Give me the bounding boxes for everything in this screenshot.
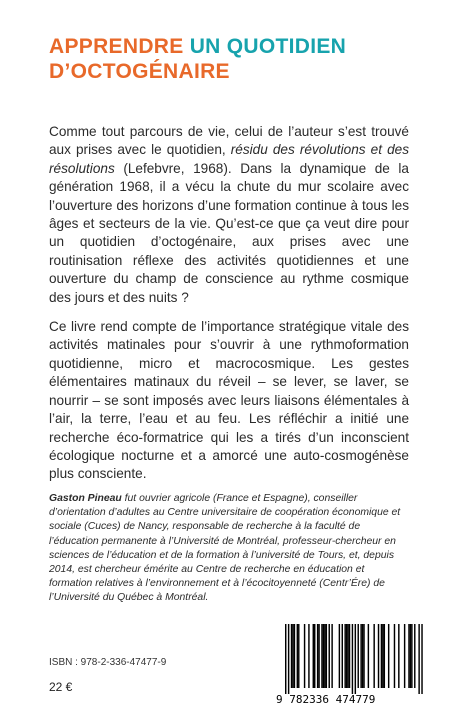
barcode-bar	[321, 624, 322, 688]
barcode-bar	[394, 624, 395, 688]
barcode-bar	[368, 624, 369, 688]
barcode-bar	[410, 624, 411, 688]
barcode-bar	[363, 624, 364, 688]
barcode-digits: 9 782336 474779	[276, 693, 376, 706]
barcode-bar	[388, 624, 389, 688]
barcode-bar	[398, 624, 399, 688]
barcode-bar	[408, 624, 409, 688]
barcode-bar	[304, 624, 305, 688]
paragraph-1-text-a: Comme tout parcours de vie, celui de l’auteur s’est trouvé aux prises avec le quotidien,	[49, 124, 409, 158]
barcode-bar	[378, 624, 379, 688]
barcode-graphic	[273, 622, 430, 708]
paragraph-1-text-c: (Lefebvre, 1968). Dans la dynamique de la génération 1968, il a vécu la chute du mur scolaire avec l’ouverture des horizons d’une formation continue à tous les âges et secteurs de la vie. Qu’est-ce que ça veut dire pour un quotidien d’octogénaire, aux prises avec une routinisation réflexe des activités quotidiennes et une ouverture du champ de conscience au rythme cosmique des jours et des nuits ?	[49, 160, 409, 305]
barcode-bar	[288, 624, 289, 694]
barcode-bar	[292, 624, 293, 688]
paragraph-1-quote: résidu des révolutions et des résolutions	[49, 142, 409, 176]
barcode-bar	[344, 624, 345, 688]
barcode-bar	[347, 624, 348, 688]
isbn: ISBN : 978-2-336-47477-9	[49, 657, 167, 668]
barcode-bar	[352, 624, 353, 694]
barcode-bar	[314, 624, 315, 688]
book-title	[49, 34, 429, 84]
barcode-bar	[384, 624, 385, 688]
barcode-bar	[342, 624, 343, 688]
price: 22 €	[49, 680, 73, 694]
barcode-bar	[291, 624, 292, 688]
barcode-bar	[331, 624, 332, 688]
barcode-bar	[358, 624, 359, 688]
barcode-bar	[349, 624, 350, 688]
barcode-bar	[323, 624, 324, 688]
barcode-bar	[346, 624, 347, 688]
barcode-bar	[308, 624, 309, 688]
author-bio	[49, 492, 409, 606]
barcode-bar	[373, 624, 374, 688]
paragraph-1	[49, 123, 409, 307]
barcode-bar	[411, 624, 412, 688]
barcode-bar	[324, 624, 325, 688]
barcode	[273, 622, 430, 708]
barcode-bar	[326, 624, 327, 688]
barcode-bar	[318, 624, 319, 688]
author-bio-text: fut ouvrier agricole (France et Espagne), conseiller d’orientation d’adultes au Centre universitaire de coopération économique et sociale (Cuces) de Nancy, responsable de recherche à la faculté de l’éducation permanente à l’Université de Montréal, professeur-chercheur en sciences de l’éducation et de la formation à l’université de Tours, et, depuis 2014, est chercheur émérite au Centre de recherche en éducation et formation relatives à l’environnement et à l’écocitoyenneté (Centr’Ére) de l’Université du Québec à Montréal.	[49, 493, 401, 604]
barcode-bar	[404, 624, 405, 688]
barcode-bar	[421, 624, 422, 694]
barcode-bar	[339, 624, 340, 688]
paragraph-2: Ce livre rend compte de l’importance stratégique vitale des activités matinales pour s’ouvrir à une rythmoformation quotidienne, micro et macrocosmique. Les gestes élémentaires matinaux du réveil – se lever, se laver, se nourrir – se sont imposés avec leurs liaisons élémentales à l’air, la terre, l’eau et au feu. Les réfléchir a initié une recherche éco-formatrice qui les a tirés d’un inconscient écologique nocturne et a amorcé une auto-cosmogénèse plus consciente.	[49, 319, 409, 482]
title-part-octogenaire: D’OCTOGÉNAIRE	[49, 60, 230, 83]
barcode-bar	[294, 624, 295, 688]
author-name: Gaston Pineau	[49, 493, 122, 504]
barcode-bar	[362, 624, 363, 688]
barcode-bar	[298, 624, 299, 688]
title-part-un-quotidien: UN QUOTIDIEN	[189, 35, 347, 58]
barcode-bar	[382, 624, 383, 688]
barcode-bar	[317, 624, 318, 688]
barcode-bar	[297, 624, 298, 688]
barcode-bar	[285, 624, 286, 694]
barcode-bar	[414, 624, 415, 688]
title-part-apprendre: APPRENDRE	[49, 35, 184, 58]
barcode-bar	[418, 624, 419, 694]
barcode-bar	[329, 624, 330, 688]
barcode-bar	[381, 624, 382, 688]
barcode-bar	[360, 624, 361, 688]
back-cover-text	[49, 123, 409, 495]
barcode-bar	[355, 624, 356, 694]
barcode-bar	[313, 624, 314, 688]
